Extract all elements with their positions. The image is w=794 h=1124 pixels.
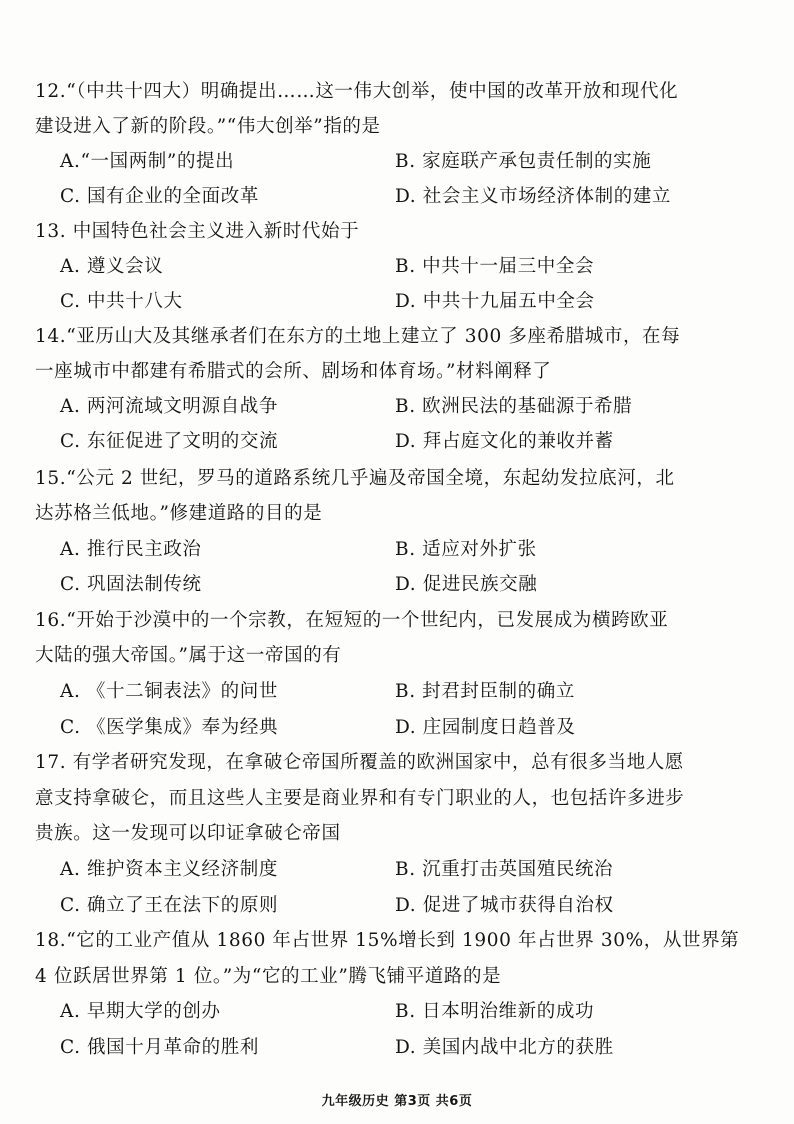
question-17-stem-line-1: 17. 有学者研究发现，在拿破仑帝国所覆盖的欧洲国家中，总有很多当地人愿 <box>35 752 684 773</box>
question-15-option-b[interactable]: B. 适应对外扩张 <box>395 539 537 560</box>
question-15-option-c[interactable]: C. 巩固法制传统 <box>60 574 202 595</box>
question-12-option-a[interactable]: A.“一国两制”的提出 <box>60 151 235 172</box>
question-17-stem-line-3: 贵族。这一发现可以印证拿破仑帝国 <box>35 823 341 844</box>
question-16-option-b[interactable]: B. 封君封臣制的确立 <box>395 681 575 702</box>
question-17-option-c[interactable]: C. 确立了王在法下的原则 <box>60 895 279 916</box>
question-14-option-c[interactable]: C. 东征促进了文明的交流 <box>60 431 279 452</box>
question-18-option-d[interactable]: D. 美国内战中北方的获胜 <box>395 1037 614 1058</box>
question-15-stem-line-1: 15.“公元 2 世纪，罗马的道路系统几乎遍及帝国全境，东起幼发拉底河，北 <box>35 468 675 489</box>
question-18-option-c[interactable]: C. 俄国十月革命的胜利 <box>60 1037 259 1058</box>
question-14-option-d[interactable]: D. 拜占庭文化的兼收并蓄 <box>395 431 614 452</box>
question-16-option-a[interactable]: A. 《十二铜表法》的问世 <box>60 681 278 702</box>
question-15-stem-line-2: 达苏格兰低地。”修建道路的目的是 <box>35 503 323 524</box>
question-17-option-a[interactable]: A. 维护资本主义经济制度 <box>60 859 278 880</box>
question-18-stem-line-1: 18.“它的工业产值从 1860 年占世界 15%增长到 1900 年占世界 30%，从世界第 <box>35 930 740 951</box>
page-footer: 九年级历史 第3页 共6页 <box>321 1094 473 1109</box>
question-17-option-d[interactable]: D. 促进了城市获得自治权 <box>395 895 614 916</box>
question-14-stem-line-2: 一座城市中都建有希腊式的会所、剧场和体育场。”材料阐释了 <box>35 361 552 382</box>
question-16-stem-line-2: 大陆的强大帝国。”属于这一帝国的有 <box>35 645 342 666</box>
question-17-option-b[interactable]: B. 沉重打击英国殖民统治 <box>395 859 614 880</box>
question-12-option-d[interactable]: D. 社会主义市场经济体制的建立 <box>395 186 672 207</box>
question-16-option-d[interactable]: D. 庄园制度日趋普及 <box>395 717 576 738</box>
question-12-option-c[interactable]: C. 国有企业的全面改革 <box>60 186 259 207</box>
question-14-option-a[interactable]: A. 两河流域文明源自战争 <box>60 396 278 417</box>
question-15-option-a[interactable]: A. 推行民主政治 <box>60 539 202 560</box>
question-13-option-d[interactable]: D. 中共十九届五中全会 <box>395 291 595 312</box>
question-17-stem-line-2: 意支持拿破仑，而且这些人主要是商业界和有专门职业的人，也包括许多进步 <box>35 788 685 809</box>
question-13-option-c[interactable]: C. 中共十八大 <box>60 291 183 312</box>
question-12-option-b[interactable]: B. 家庭联产承包责任制的实施 <box>395 151 652 172</box>
question-12-stem-line-2: 建设进入了新的阶段。”“伟大创举”指的是 <box>35 116 381 137</box>
question-13-option-a[interactable]: A. 遵义会议 <box>60 256 164 277</box>
question-12-stem-line-1: 12.“（中共十四大）明确提出……这一伟大创举，使中国的改革开放和现代化 <box>35 81 679 102</box>
question-14-stem-line-1: 14.“亚历山大及其继承者们在东方的土地上建立了 300 多座希腊城市，在每 <box>35 326 681 347</box>
question-18-option-b[interactable]: B. 日本明治维新的成功 <box>395 1001 595 1022</box>
question-18-stem-line-2: 4 位跃居世界第 1 位。”为“它的工业”腾飞铺平道路的是 <box>35 966 502 987</box>
question-15-option-d[interactable]: D. 促进民族交融 <box>395 574 538 595</box>
question-13-stem-line-1: 13. 中国特色社会主义进入新时代始于 <box>35 221 360 242</box>
question-16-option-c[interactable]: C. 《医学集成》奉为经典 <box>60 717 279 738</box>
question-13-option-b[interactable]: B. 中共十一届三中全会 <box>395 256 595 277</box>
question-14-option-b[interactable]: B. 欧洲民法的基础源于希腊 <box>395 396 633 417</box>
question-16-stem-line-1: 16.“开始于沙漠中的一个宗教，在短短的一个世纪内，已发展成为横跨欧亚 <box>35 610 669 631</box>
question-18-option-a[interactable]: A. 早期大学的创办 <box>60 1001 221 1022</box>
